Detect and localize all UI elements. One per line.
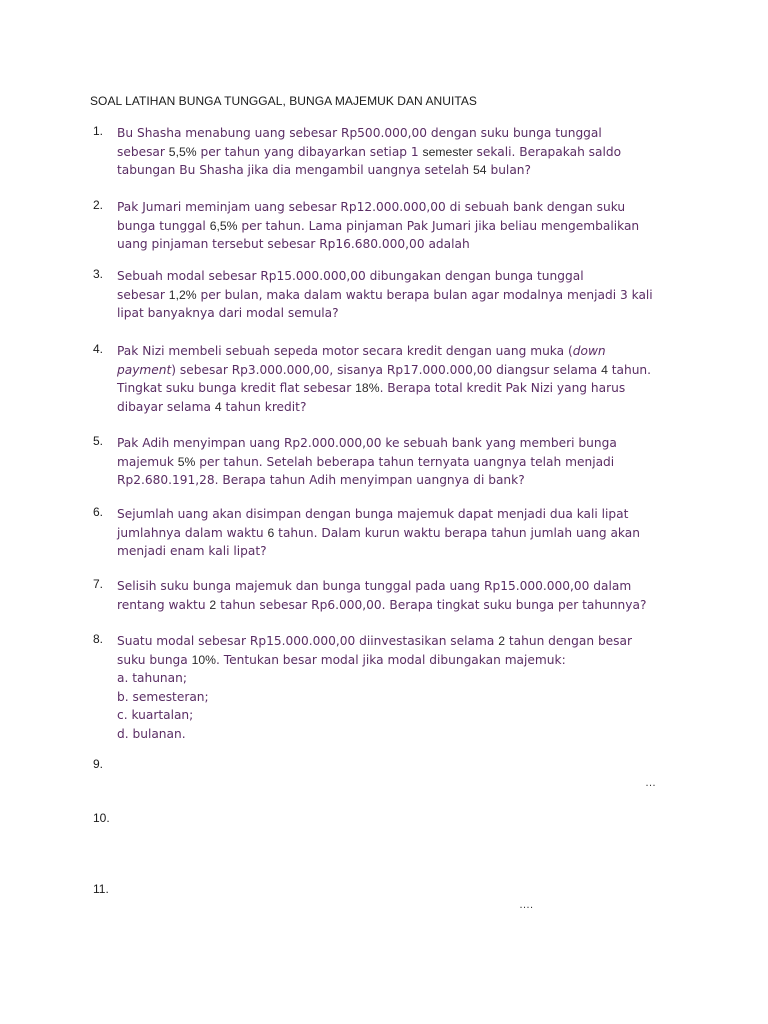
text-segment: Pak Adih menyimpan uang Rp2.000.000,00 ke sebuah bank yang memberi bunga — [117, 436, 617, 450]
question-line — [117, 304, 685, 323]
text-segment: Tingkat suku bunga kredit flat sebesar — [117, 381, 356, 396]
text-segment: sebesar — [117, 287, 169, 302]
question-line — [117, 706, 685, 725]
question-line — [117, 267, 685, 286]
ellipsis-mark: … — [645, 777, 656, 789]
page-title: SOAL LATIHAN BUNGA TUNGGAL, BUNGA MAJEMUK DAN ANUITAS — [90, 94, 477, 108]
text-segment: bulan? — [486, 163, 531, 178]
question-number: 7. — [93, 577, 104, 591]
question-number: 6. — [93, 505, 104, 519]
text-segment: a. tahunan; — [117, 671, 187, 686]
text-segment: 6 — [267, 525, 275, 540]
text-segment: 4 — [214, 399, 222, 414]
question-text — [117, 434, 685, 490]
text-segment: rentang waktu — [117, 597, 210, 612]
text-segment: majemuk — [117, 454, 178, 469]
text-segment: 5,5% — [168, 144, 197, 159]
question-line — [117, 725, 685, 744]
ellipsis-mark: …. — [519, 899, 534, 911]
text-segment: tahun kredit? — [221, 399, 307, 414]
question-line — [117, 143, 685, 162]
text-segment: Sebuah modal sebesar Rp15.000.000,00 dibungakan dengan bunga tunggal — [117, 269, 584, 283]
text-segment: ) sebesar Rp3.000.000,00, sisanya Rp17.000.000,00 diangsur selama — [171, 362, 602, 377]
text-segment: Sejumlah uang akan disimpan dengan bunga majemuk dapat menjadi dua kali lipat — [117, 507, 629, 521]
text-segment: Rp2.680.191,28. Berapa tahun Adih menyimpan uangnya di bank? — [117, 473, 525, 488]
question-line — [117, 524, 685, 543]
text-segment: sebesar — [117, 144, 169, 159]
text-segment: per bulan, maka dalam waktu berapa bulan agar modalnya menjadi 3 kali — [196, 287, 653, 302]
text-segment: 6,5% — [209, 218, 238, 233]
question-line — [117, 632, 685, 651]
text-segment: 4 — [601, 362, 608, 377]
question-line — [117, 453, 685, 472]
question-text — [117, 267, 685, 323]
text-segment: payment — [117, 362, 172, 377]
text-segment: sekali. Berapakah saldo — [472, 144, 622, 159]
question-text — [117, 505, 685, 561]
text-segment: tahun dengan besar — [505, 634, 633, 648]
text-segment: dibayar selama — [117, 399, 215, 414]
text-segment: tahun sebesar Rp6.000,00. Berapa tingkat suku bunga per tahunnya? — [216, 597, 647, 612]
question-number: 4. — [93, 342, 104, 356]
question-number: 3. — [93, 267, 104, 281]
text-segment: Bu Shasha menabung uang sebesar Rp500.000,00 dengan suku bunga tunggal — [117, 126, 602, 140]
text-segment: per tahun. Setelah beberapa tahun ternyata uangnya telah menjadi — [195, 454, 615, 469]
question-line — [117, 361, 685, 380]
text-segment: tahun. — [607, 362, 652, 377]
question-text — [117, 577, 685, 614]
text-segment: Suatu modal sebesar Rp15.000.000,00 diinvestasikan selama — [117, 634, 499, 648]
text-segment: lipat banyaknya dari modal semula? — [117, 306, 339, 321]
question-number: 11. — [93, 882, 109, 896]
question-line — [117, 596, 685, 615]
text-segment: semester — [422, 144, 473, 159]
text-segment: 18% — [355, 381, 380, 396]
question-text — [117, 632, 685, 744]
text-segment: 2 — [498, 634, 506, 648]
question-number: 8. — [93, 632, 104, 646]
question-line — [117, 286, 685, 305]
question-line — [117, 217, 685, 236]
question-line — [117, 505, 685, 524]
text-segment: menjadi enam kali lipat? — [117, 544, 267, 559]
text-segment: tabungan Bu Shasha jika dia mengambil uangnya setelah — [117, 163, 474, 178]
text-segment: 5% — [177, 454, 196, 469]
text-segment: . Tentukan besar modal jika modal dibungakan majemuk: — [216, 652, 566, 667]
question-number: 9. — [93, 757, 104, 771]
text-segment: 54 — [473, 163, 487, 178]
question-text — [117, 342, 685, 416]
text-segment: per tahun yang dibayarkan setiap 1 — [196, 144, 423, 159]
question-number: 10. — [93, 811, 110, 825]
text-segment: Selisih suku bunga majemuk dan bunga tunggal pada uang Rp15.000.000,00 dalam — [117, 579, 632, 593]
text-segment: 2 — [209, 597, 217, 612]
question-line — [117, 542, 685, 561]
question-line — [117, 651, 685, 670]
question-line — [117, 577, 685, 596]
question-number: 5. — [93, 434, 104, 448]
text-segment: . Berapa total kredit Pak Nizi yang harus — [379, 381, 626, 396]
text-segment: uang pinjaman tersebut sebesar Rp16.680.000,00 adalah — [117, 237, 470, 252]
question-line — [117, 161, 685, 180]
question-line — [117, 235, 685, 254]
text-segment: per tahun. Lama pinjaman Pak Jumari jika beliau mengembalikan — [237, 218, 640, 233]
text-segment: down — [572, 344, 606, 358]
question-text — [117, 124, 685, 180]
question-text — [117, 198, 685, 254]
text-segment: Pak Jumari meminjam uang sebesar Rp12.000.000,00 di sebuah bank dengan suku — [117, 200, 626, 214]
text-segment: d. bulanan. — [117, 726, 186, 741]
text-segment: suku bunga — [117, 652, 192, 667]
text-segment: 10% — [191, 652, 217, 667]
text-segment: tahun. Dalam kurun waktu berapa tahun jumlah uang akan — [274, 525, 640, 540]
text-segment: 1,2% — [168, 287, 197, 302]
question-line — [117, 398, 685, 417]
text-segment: Pak Nizi membeli sebuah sepeda motor secara kredit dengan uang muka ( — [117, 344, 573, 358]
question-line — [117, 342, 685, 361]
question-number: 2. — [93, 198, 104, 212]
question-number: 1. — [93, 124, 104, 138]
text-segment: c. kuartalan; — [117, 708, 194, 723]
question-line — [117, 669, 685, 688]
question-line — [117, 124, 685, 143]
question-line — [117, 688, 685, 707]
text-segment: jumlahnya dalam waktu — [117, 525, 268, 540]
question-line — [117, 379, 685, 398]
question-line — [117, 471, 685, 490]
question-line — [117, 198, 685, 217]
text-segment: b. semesteran; — [117, 689, 209, 704]
text-segment: bunga tunggal — [117, 218, 210, 233]
question-line — [117, 434, 685, 453]
